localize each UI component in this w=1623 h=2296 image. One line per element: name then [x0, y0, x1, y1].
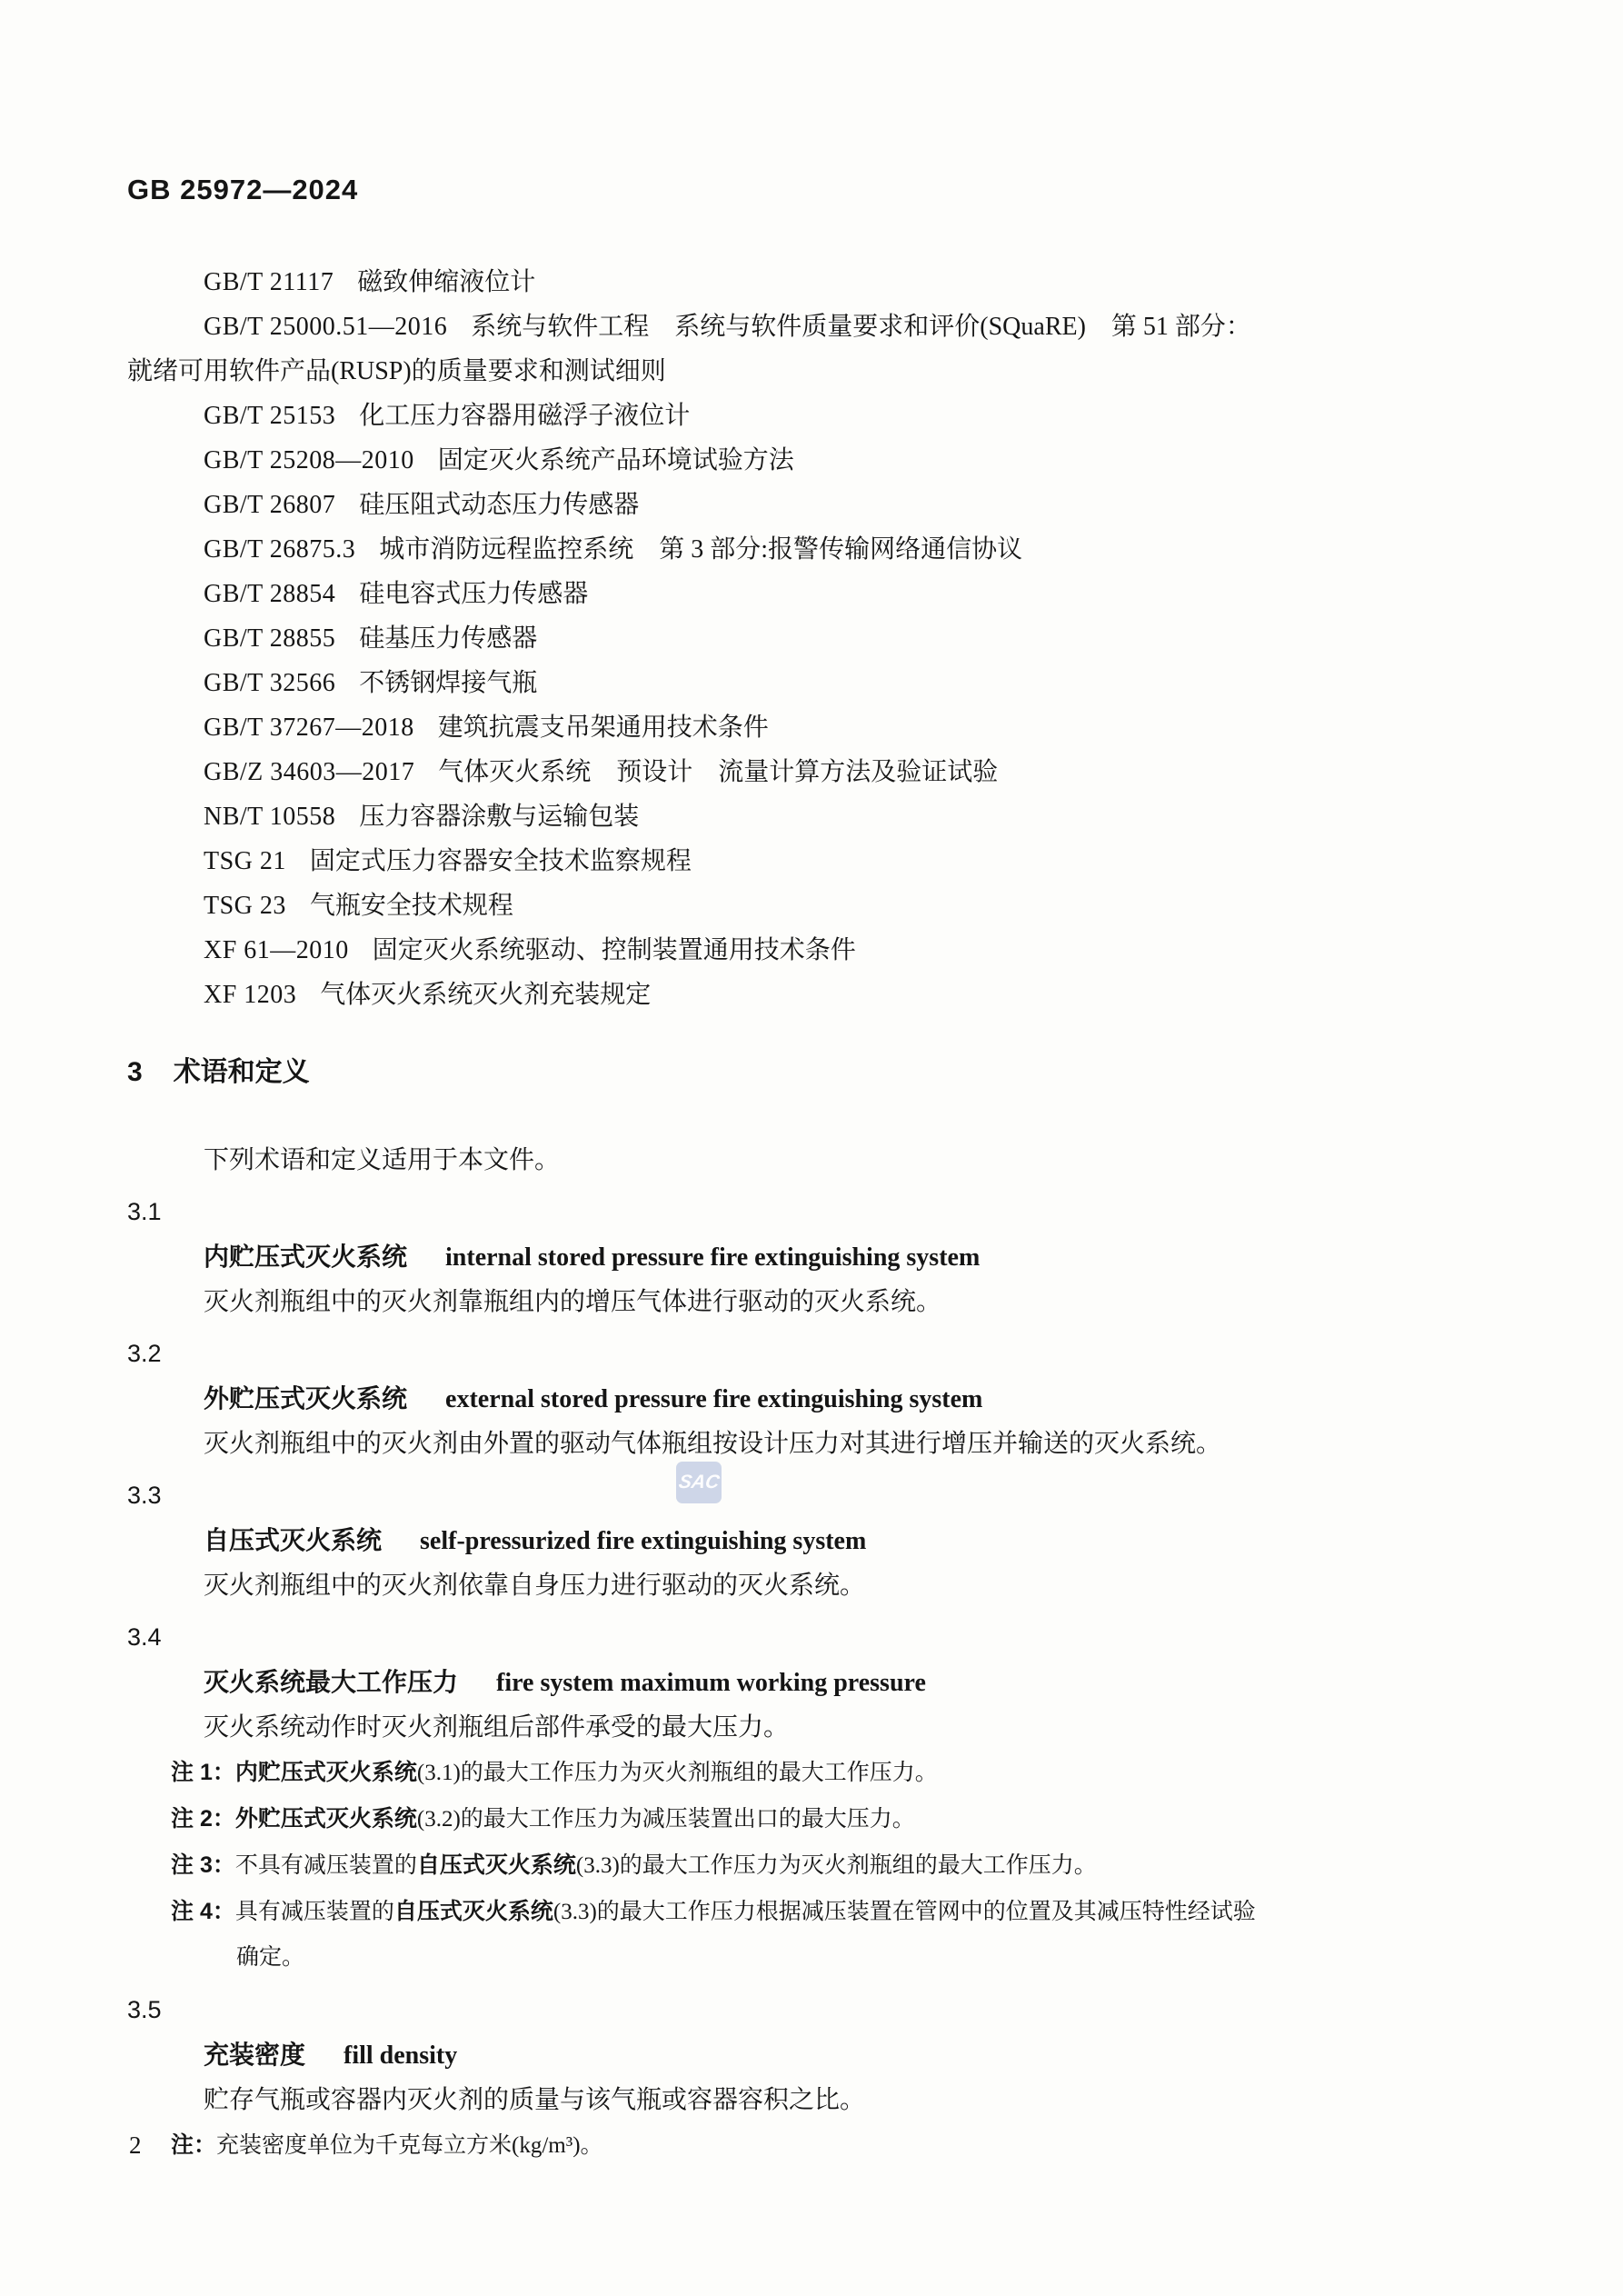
term-number: 3.4: [127, 1623, 162, 1651]
note-3: [171, 1842, 1527, 1889]
term-definition: 灭火剂瓶组中的灭火剂由外置的驱动气体瓶组按设计压力对其进行增压并输送的灭火系统。: [204, 1430, 1222, 1458]
note-label: 注 2：: [171, 1806, 235, 1832]
note-text: (3.3)的最大工作压力根据减压装置在管网中的位置及其减压特性经试验: [553, 1900, 1256, 1924]
term-number: 3.5: [127, 1996, 162, 2023]
note-text: (3.3)的最大工作压力为灭火剂瓶组的最大工作压力。: [575, 1853, 1097, 1878]
term-number: 3.2: [127, 1340, 162, 1367]
term-en: internal stored pressure fire extinguishing system: [445, 1243, 981, 1272]
term-number: 3.1: [127, 1198, 162, 1225]
reference-item: [127, 527, 1595, 572]
term-zh: 自压式灭火系统: [204, 1526, 383, 1554]
reference-code: TSG 23: [204, 892, 286, 920]
term-number: 3.3: [127, 1482, 162, 1509]
references-list: [127, 260, 1595, 1017]
term-heading: [127, 1660, 1595, 1705]
reference-item: [127, 705, 1595, 750]
reference-code: XF 61—2010: [204, 936, 349, 964]
term-en: fill density: [344, 2041, 458, 2070]
reference-item: [127, 750, 1595, 794]
reference-code: XF 1203: [204, 981, 297, 1009]
term-notes: [171, 1750, 1595, 1981]
reference-title: 压力容器涂敷与运输包装: [359, 803, 640, 831]
term-3-5: [127, 1988, 1595, 2169]
reference-title: 固定式压力容器安全技术监察规程: [309, 847, 692, 875]
term-notes: [171, 2122, 1595, 2169]
reference-code: GB/T 26807: [204, 491, 336, 519]
reference-item: [127, 394, 1595, 438]
reference-code: GB/T 26875.3: [204, 535, 356, 564]
term-definition: 灭火剂瓶组中的灭火剂依靠自身压力进行驱动的灭火系统。: [204, 1572, 866, 1600]
note-term: 内贮压式灭火系统: [234, 1760, 417, 1785]
term-heading: [127, 1234, 1595, 1280]
term-en: fire system maximum working pressure: [496, 1669, 926, 1697]
term-zh: 外贮压式灭火系统: [204, 1384, 408, 1413]
note-2: [171, 1796, 1527, 1842]
reference-code: GB/T 28855: [204, 624, 336, 653]
note-label: 注：: [171, 2132, 217, 2158]
term-zh: 灭火系统最大工作压力: [204, 1668, 459, 1696]
reference-title: 建筑抗震支吊架通用技术条件: [437, 714, 769, 742]
term-heading: [127, 2032, 1595, 2078]
term-zh: 充装密度: [204, 2041, 306, 2069]
section-number: 3: [127, 1057, 143, 1087]
note-4: [171, 1889, 1527, 1981]
reference-code: GB/T 25000.51—2016: [204, 313, 448, 341]
term-definition: 灭火系统动作时灭火剂瓶组后部件承受的最大压力。: [204, 1713, 790, 1742]
sac-watermark-text: SAC: [676, 1472, 722, 1492]
page-number: 2: [129, 2131, 142, 2159]
reference-title: 磁致伸缩液位计: [357, 268, 536, 296]
reference-title: 硅电容式压力传感器: [359, 580, 589, 608]
reference-item: [127, 973, 1595, 1017]
reference-code: GB/T 28854: [204, 580, 336, 608]
term-3-1: [127, 1190, 1595, 1324]
section-heading: [127, 1050, 1595, 1094]
reference-title: 气体灭火系统 预设计 流量计算方法及验证试验: [438, 758, 999, 786]
reference-title: 不锈钢焊接气瓶: [359, 669, 538, 697]
term-3-2: [127, 1332, 1595, 1466]
note-text-continuation: 确定。: [236, 1945, 305, 1970]
reference-title: 系统与软件工程 系统与软件质量要求和评价(SQuaRE) 第 51 部分：: [471, 313, 1251, 341]
section-title: 术语和定义: [173, 1057, 310, 1087]
reference-item: [127, 616, 1595, 661]
term-zh: 内贮压式灭火系统: [204, 1243, 408, 1271]
note-label: 注 1：: [171, 1760, 235, 1785]
note-text: (3.2)的最大工作压力为减压装置出口的最大压力。: [416, 1807, 915, 1832]
note-label: 注 3：: [171, 1852, 235, 1878]
note-label: 注 4：: [171, 1899, 235, 1924]
note: [171, 2122, 1527, 2169]
standard-code-header: GB 25972—2024: [127, 174, 359, 205]
note-text: (3.1)的最大工作压力为灭火剂瓶组的最大工作压力。: [416, 1761, 938, 1785]
reference-item: [127, 661, 1595, 705]
term-definition: 贮存气瓶或容器内灭火剂的质量与该气瓶或容器容积之比。: [204, 2086, 866, 2114]
reference-item: [127, 438, 1595, 483]
reference-code: NB/T 10558: [204, 803, 336, 831]
note-pre: 具有减压装置的: [234, 1900, 394, 1924]
reference-title: 固定灭火系统驱动、控制装置通用技术条件: [372, 936, 856, 964]
term-definition: 灭火剂瓶组中的灭火剂靠瓶组内的增压气体进行驱动的灭火系统。: [204, 1288, 942, 1316]
section-intro: 下列术语和定义适用于本文件。: [204, 1146, 561, 1174]
term-en: external stored pressure fire extinguishing system: [445, 1385, 983, 1413]
note-1: [171, 1750, 1527, 1796]
note-term: 外贮压式灭火系统: [234, 1806, 417, 1832]
term-3-3: [127, 1473, 1595, 1608]
reference-code: TSG 21: [204, 847, 286, 875]
reference-title-continuation: 就绪可用软件产品(RUSP)的质量要求和测试细则: [127, 357, 666, 385]
reference-item: [127, 304, 1595, 394]
reference-code: GB/T 32566: [204, 669, 336, 697]
term-heading: [127, 1518, 1595, 1563]
reference-title: 硅压阻式动态压力传感器: [359, 491, 640, 519]
term-3-4: [127, 1615, 1595, 1981]
reference-item: [127, 839, 1595, 883]
reference-code: GB/Z 34603—2017: [204, 758, 415, 786]
term-en: self-pressurized fire extinguishing system: [420, 1527, 867, 1555]
term-heading: [127, 1376, 1595, 1422]
reference-item: [127, 794, 1595, 839]
reference-code: GB/T 21117: [204, 268, 334, 296]
reference-code: GB/T 37267—2018: [204, 714, 414, 742]
page-content: [127, 173, 1595, 2169]
reference-title: 城市消防远程监控系统 第 3 部分:报警传输网络通信协议: [379, 535, 1023, 564]
reference-title: 硅基压力传感器: [359, 624, 538, 653]
reference-item: [127, 883, 1595, 928]
reference-item: [127, 928, 1595, 973]
reference-title: 气瓶安全技术规程: [309, 892, 513, 920]
reference-item: [127, 572, 1595, 616]
note-term: 自压式灭火系统: [393, 1899, 553, 1924]
note-term: 自压式灭火系统: [416, 1852, 576, 1878]
reference-title: 化工压力容器用磁浮子液位计: [359, 402, 691, 430]
reference-title: 固定灭火系统产品环境试验方法: [437, 446, 794, 474]
reference-title: 气体灭火系统灭火剂充装规定: [320, 981, 652, 1009]
reference-code: GB/T 25153: [204, 402, 336, 430]
reference-item: [127, 483, 1595, 527]
reference-item: [127, 260, 1595, 304]
reference-code: GB/T 25208—2010: [204, 446, 414, 474]
note-pre: 不具有减压装置的: [234, 1853, 417, 1878]
note-text: 充装密度单位为千克每立方米(kg/m³)。: [216, 2133, 603, 2158]
